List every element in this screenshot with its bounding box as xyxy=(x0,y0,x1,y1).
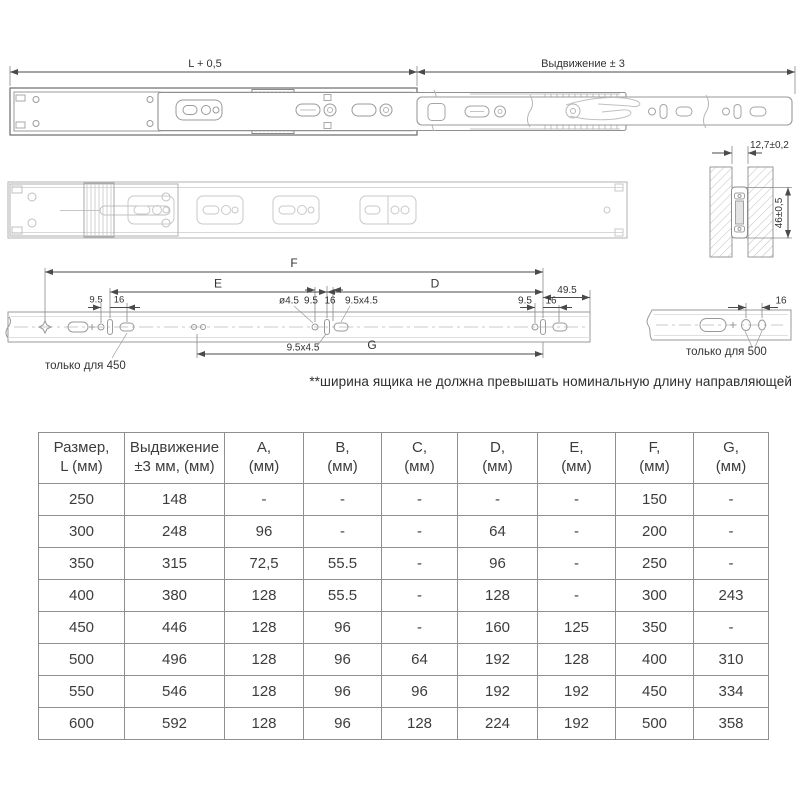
table-cell: 128 xyxy=(225,612,304,644)
table-cell: 128 xyxy=(458,580,538,612)
col-header-size xyxy=(39,433,125,484)
dim-label-section-width: 12,7±0,2 xyxy=(750,140,789,151)
table-cell: 358 xyxy=(694,708,769,740)
col-header-a xyxy=(225,433,304,484)
table-cell: 55.5 xyxy=(304,548,382,580)
table-cell: - xyxy=(304,516,382,548)
table-row xyxy=(39,612,769,644)
table-cell: 96 xyxy=(304,644,382,676)
dim-label-travel: Выдвижение ± 3 xyxy=(541,58,625,70)
table-cell: 592 xyxy=(125,708,225,740)
table-cell: 446 xyxy=(125,612,225,644)
header-line: D, xyxy=(490,439,505,457)
panel-left xyxy=(710,167,732,257)
table-cell: 300 xyxy=(39,516,125,548)
table-cell: 250 xyxy=(39,484,125,516)
table-cell: - xyxy=(538,548,616,580)
col-header-d xyxy=(458,433,538,484)
col-header-e xyxy=(538,433,616,484)
table-cell: 192 xyxy=(538,676,616,708)
table-cell: 192 xyxy=(458,644,538,676)
dim-label-hole-dia: ø4.5 xyxy=(278,295,300,307)
panel-right xyxy=(748,167,773,257)
table-row xyxy=(39,644,769,676)
header-line: (мм) xyxy=(561,458,592,475)
header-line: F, xyxy=(648,439,661,457)
table-cell: 96 xyxy=(304,676,382,708)
table-cell: 380 xyxy=(125,580,225,612)
col-header-travel xyxy=(125,433,225,484)
table-row xyxy=(39,708,769,740)
table-cell: - xyxy=(694,516,769,548)
table-cell: 128 xyxy=(225,644,304,676)
table-cell: 450 xyxy=(616,676,694,708)
header-line: (мм) xyxy=(248,458,280,475)
header-line: ±3 мм, (мм) xyxy=(134,458,215,475)
table-cell: - xyxy=(225,484,304,516)
header-line: G, xyxy=(723,439,739,457)
dim-label-slot-bottom: 9.5x4.5 xyxy=(286,342,320,354)
dim-label-right-a: 9.5 xyxy=(518,295,532,307)
table-cell: 128 xyxy=(538,644,616,676)
table-cell: 600 xyxy=(39,708,125,740)
dim-label-mid-a: 9.5 xyxy=(304,295,318,307)
table-cell: 310 xyxy=(694,644,769,676)
dim-label-F: F xyxy=(290,256,298,270)
table-cell: - xyxy=(382,548,458,580)
table-cell: - xyxy=(382,580,458,612)
header-line: C, xyxy=(412,439,427,457)
table-cell: 160 xyxy=(458,612,538,644)
table-cell: 125 xyxy=(538,612,616,644)
table-body xyxy=(39,484,769,740)
table-cell: 96 xyxy=(458,548,538,580)
table-cell: 350 xyxy=(39,548,125,580)
dimensions-table xyxy=(38,432,769,740)
table-cell: 550 xyxy=(39,676,125,708)
col-header-g xyxy=(694,433,769,484)
header-line: (мм) xyxy=(639,458,670,475)
table-cell: - xyxy=(458,484,538,516)
table-row xyxy=(39,516,769,548)
col-header-b xyxy=(304,433,382,484)
table-cell: 148 xyxy=(125,484,225,516)
table-cell: 55.5 xyxy=(304,580,382,612)
table-header-row xyxy=(39,433,769,484)
table-cell: 128 xyxy=(225,708,304,740)
closed-slide-view xyxy=(8,182,627,238)
header-line: (мм) xyxy=(715,458,747,475)
header-line: (мм) xyxy=(404,458,435,475)
table-cell: - xyxy=(538,484,616,516)
dim-label-left-b: 16 xyxy=(113,294,125,306)
table-cell: - xyxy=(694,548,769,580)
table-cell: - xyxy=(304,484,382,516)
section-view xyxy=(710,140,792,257)
table-cell: 150 xyxy=(616,484,694,516)
table-cell: - xyxy=(694,484,769,516)
table-cell: - xyxy=(382,484,458,516)
table-cell: 496 xyxy=(125,644,225,676)
table-cell: 250 xyxy=(616,548,694,580)
fragment-view xyxy=(647,296,791,359)
table-cell: 315 xyxy=(125,548,225,580)
table-cell: 500 xyxy=(616,708,694,740)
table-cell: 243 xyxy=(694,580,769,612)
slide-cross-section xyxy=(732,187,748,238)
dim-label-end-offset: 49.5 xyxy=(557,285,577,296)
col-header-f xyxy=(616,433,694,484)
dim-label-D: D xyxy=(430,276,440,291)
table-cell: 128 xyxy=(382,708,458,740)
header-line: Выдвижение xyxy=(129,439,220,457)
note-only-500: только для 500 xyxy=(686,346,767,358)
table-cell: 96 xyxy=(382,676,458,708)
header-line: (мм) xyxy=(327,458,358,475)
table-cell: 192 xyxy=(538,708,616,740)
dim-label-G: G xyxy=(367,338,377,352)
table-cell: 400 xyxy=(39,580,125,612)
table-cell: 192 xyxy=(458,676,538,708)
table-row xyxy=(39,580,769,612)
table-cell: 400 xyxy=(616,644,694,676)
col-header-c xyxy=(382,433,458,484)
table-cell: 546 xyxy=(125,676,225,708)
note-only-450: только для 450 xyxy=(45,360,126,372)
table-cell: - xyxy=(694,612,769,644)
drilling-view xyxy=(6,256,590,372)
table-cell: 300 xyxy=(616,580,694,612)
table-cell: - xyxy=(538,580,616,612)
dim-label-mid-b: 16 xyxy=(324,295,336,307)
table-cell: 450 xyxy=(39,612,125,644)
table-cell: 96 xyxy=(304,708,382,740)
table-cell: 500 xyxy=(39,644,125,676)
dim-label-fragment-offset: 16 xyxy=(775,295,787,307)
extended-slide-view xyxy=(10,58,795,135)
table-cell: 96 xyxy=(304,612,382,644)
table-cell: - xyxy=(538,516,616,548)
dim-label-length: L + 0,5 xyxy=(188,58,222,70)
table-cell: 350 xyxy=(616,612,694,644)
header-line: (мм) xyxy=(482,458,513,475)
table-cell: 128 xyxy=(225,676,304,708)
header-line: Размер, xyxy=(53,439,110,457)
inner-member xyxy=(417,95,792,128)
table-cell: 334 xyxy=(694,676,769,708)
table-cell: 248 xyxy=(125,516,225,548)
table-cell: 64 xyxy=(382,644,458,676)
dim-label-mid-slot: 9.5x4.5 xyxy=(345,295,378,307)
table-row xyxy=(39,484,769,516)
header-line: A, xyxy=(256,439,272,457)
table-cell: 72,5 xyxy=(225,548,304,580)
table-cell: - xyxy=(382,612,458,644)
header-line: E, xyxy=(569,439,584,457)
dim-label-right-b: 16 xyxy=(545,295,557,307)
table-cell: 64 xyxy=(458,516,538,548)
dim-label-section-height: 46±0,5 xyxy=(774,197,785,229)
table-row xyxy=(39,548,769,580)
table-cell: - xyxy=(382,516,458,548)
dim-label-E: E xyxy=(213,276,223,291)
table-cell: 224 xyxy=(458,708,538,740)
dim-label-left-a: 9.5 xyxy=(89,294,103,306)
header-line: B, xyxy=(335,439,350,457)
table-cell: 96 xyxy=(225,516,304,548)
footnote: **ширина ящика не должна превышать номинальную длину направляющей xyxy=(309,374,792,389)
table-cell: 128 xyxy=(225,580,304,612)
header-line: L (мм) xyxy=(60,458,103,475)
table-row xyxy=(39,676,769,708)
table-cell: 200 xyxy=(616,516,694,548)
